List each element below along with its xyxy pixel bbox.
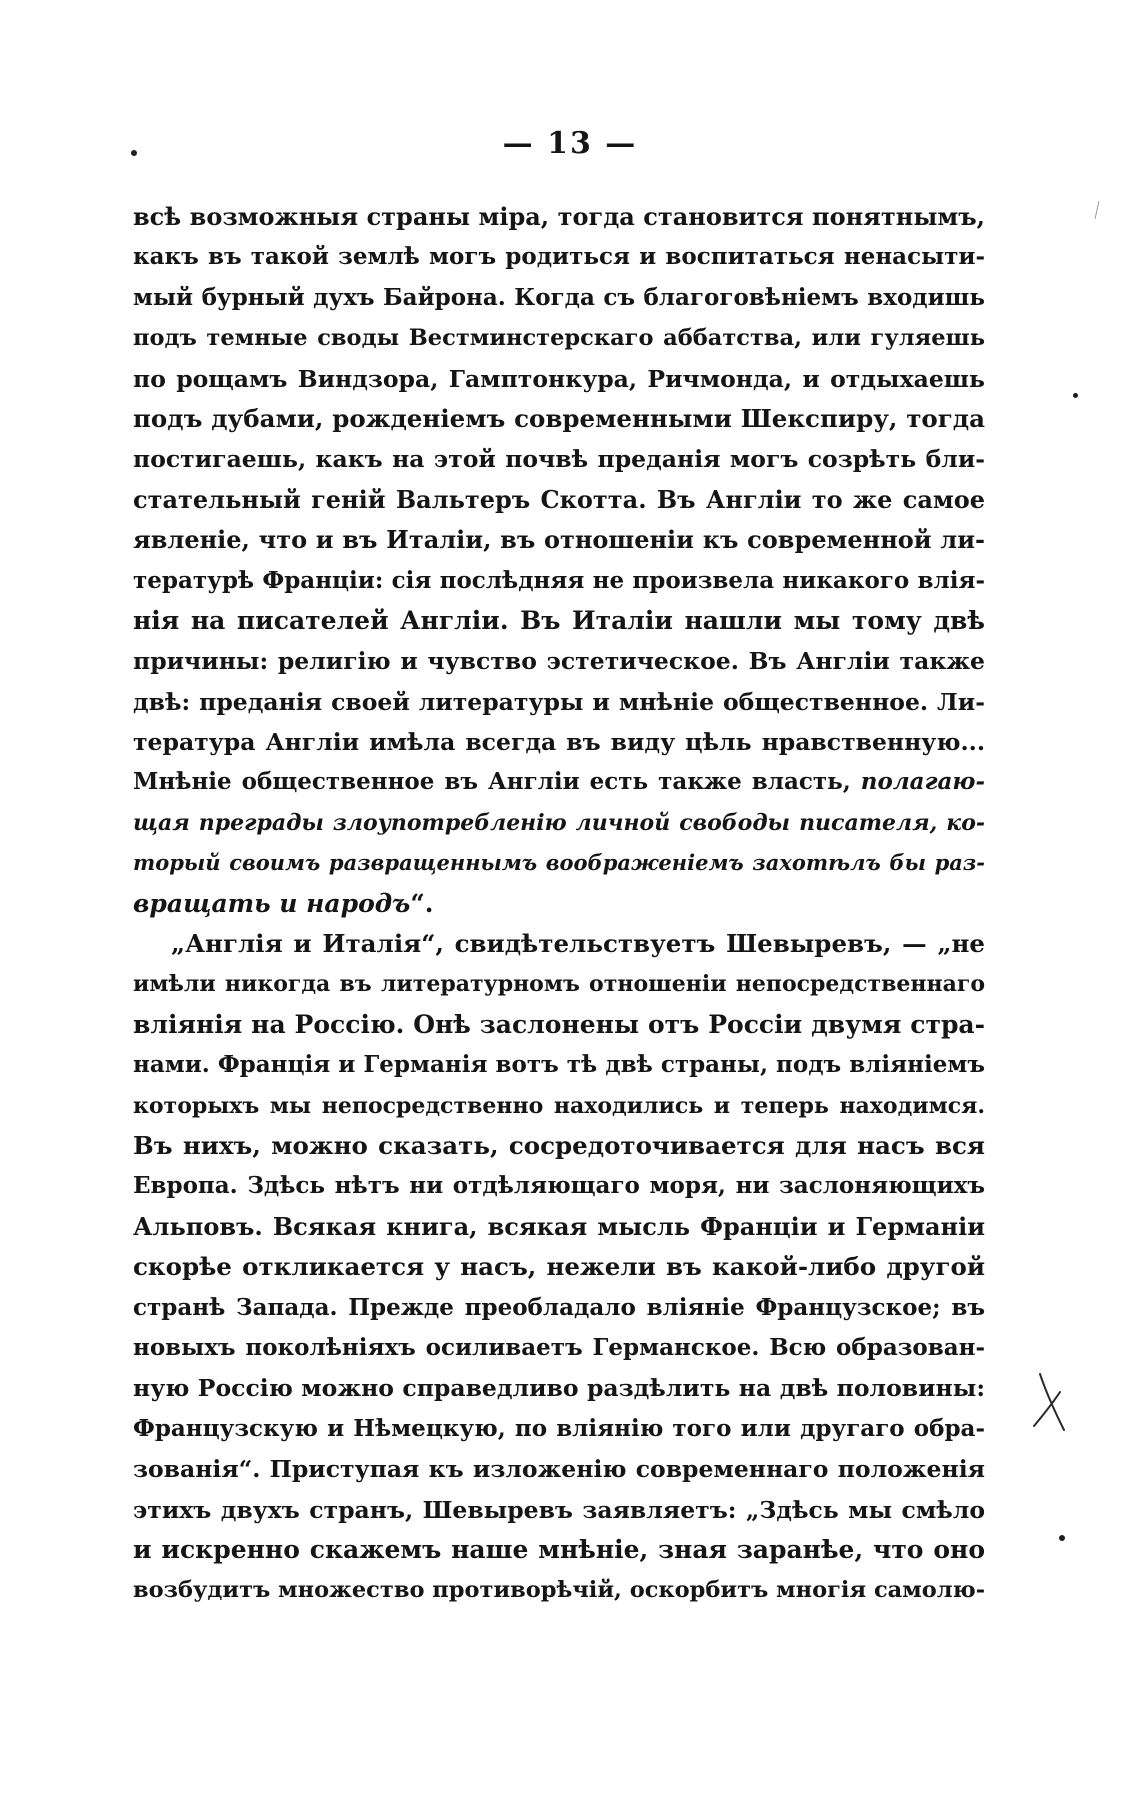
- text-line: явленіе, что и въ Италіи, въ отношеніи къ современной ли-: [133, 525, 985, 555]
- text-line: причины: религію и чувство эстетическое. Въ Англіи также: [133, 647, 985, 676]
- text-line: и искренно скажемъ наше мнѣніе, зная заранѣе, что оно: [133, 1534, 985, 1564]
- text-line: тературѣ Франціи: сія послѣдняя не произвела никакого влія-: [133, 566, 985, 594]
- text-line: тература Англіи имѣла всегда въ виду цѣль нравственную...: [133, 728, 985, 757]
- text-line: какъ въ такой землѣ могъ родиться и воспитаться ненасыти-: [133, 243, 985, 271]
- text-line: зованія“. Приступая къ изложенію современнаго положенія: [133, 1455, 985, 1484]
- text-line: которыхъ мы непосредственно находились и теперь находимся.: [133, 1092, 985, 1119]
- text-line: подъ дубами, рожденіемъ современными Шекспиру, тогда: [133, 403, 985, 433]
- text-line: подъ темные своды Вестминстерскаго аббатства, или гуляешь: [133, 325, 985, 352]
- text-line: стательный геній Вальтеръ Скотта. Въ Англіи то же самое: [133, 484, 985, 514]
- italic-line: щая преграды злоупотребленію личной свободы писателя, ко-: [133, 809, 985, 836]
- text-line: Европа. Здѣсь нѣтъ ни отдѣляющаго моря, ни заслоняющихъ: [133, 1172, 985, 1200]
- stray-dot-right-1: [1073, 393, 1078, 398]
- text-line: двѣ: преданія своей литературы и мнѣніе общественное. Ли-: [133, 687, 985, 716]
- text-line: мый бурный духъ Байрона. Когда съ благоговѣніемъ входишь: [133, 283, 985, 311]
- text-line: новыхъ поколѣніяхъ осиливаетъ Германское. Всю образован-: [133, 1333, 985, 1361]
- text-line: имѣли никогда въ литературномъ отношеніи непосредственнаго: [133, 971, 985, 998]
- text-line: всѣ возможныя страны міра, тогда становится понятнымъ,: [133, 202, 985, 231]
- handwritten-cross-mark-icon: [1030, 1372, 1072, 1432]
- text-line-last: [133, 884, 985, 924]
- text-line: этихъ двухъ странъ, Шевыревъ заявляетъ: „Здѣсь мы смѣло: [133, 1495, 985, 1524]
- text-line: странѣ Запада. Прежде преобладало вліяніе Французское; въ: [133, 1293, 985, 1321]
- margin-tick-mark: [1094, 200, 1100, 220]
- paragraph-1: [133, 197, 985, 924]
- closing-quote: “.: [410, 888, 434, 918]
- text-line: постигаешь, какъ на этой почвѣ преданія могъ созрѣть бли-: [133, 445, 985, 474]
- text-line: вліянія на Россію. Онѣ заслонены отъ Россіи двумя стра-: [133, 1009, 985, 1039]
- italic-segment: полагаю-: [860, 768, 985, 796]
- text-line: нами. Франція и Германія вотъ тѣ двѣ страны, подъ вліяніемъ: [133, 1051, 985, 1079]
- text-line: Альповъ. Всякая книга, всякая мысль Франціи и Германіи: [133, 1211, 985, 1241]
- text-line-mixed: [133, 762, 985, 802]
- page-number: — 13 —: [502, 126, 638, 161]
- text-line: ную Россію можно справедливо раздѣлить на двѣ половины:: [133, 1374, 985, 1403]
- text-line: Въ нихъ, можно сказать, сосредоточивается для насъ вся: [133, 1130, 985, 1160]
- text-line: Французскую и Нѣмецкую, по вліянію того или другаго обра-: [133, 1414, 985, 1442]
- text-line: скорѣе откликается у насъ, нежели въ какой-либо другой: [133, 1252, 985, 1282]
- text-line: „Англія и Италія“, свидѣтельствуетъ Шевыревъ, — „не: [171, 929, 985, 959]
- italic-segment: вращать и народъ: [133, 888, 411, 918]
- paragraph-2: [133, 924, 985, 1611]
- stray-dot-right-2: [1059, 1535, 1065, 1541]
- text-line: по рощамъ Виндзора, Гамптонкура, Ричмонда, и отдыхаешь: [133, 364, 985, 393]
- text-line: нія на писателей Англіи. Въ Италіи нашли мы тому двѣ: [133, 605, 985, 635]
- text-segment: Мнѣніе общественное въ Англіи есть также власть,: [133, 768, 851, 796]
- italic-line: торый своимъ развращеннымъ воображеніемъ захотѣлъ бы раз-: [133, 850, 985, 876]
- text-line: возбудитъ множество противорѣчій, оскорбитъ многія самолю-: [133, 1577, 985, 1604]
- stray-dot-top-left: [131, 150, 137, 156]
- body-text: [133, 197, 985, 1611]
